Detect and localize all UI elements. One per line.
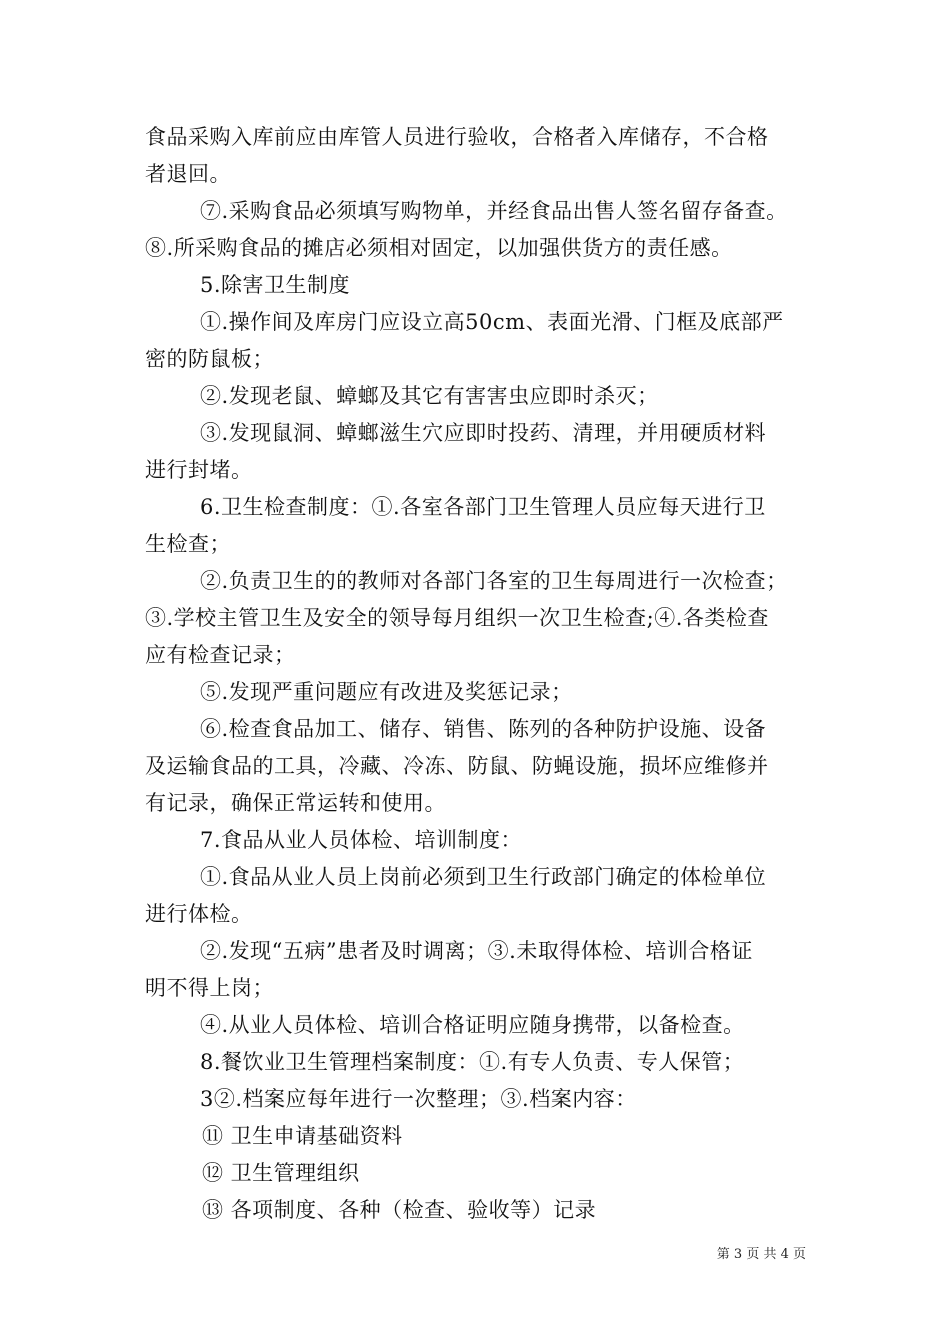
text-line: ⑥.检查食品加工、储存、销售、陈列的各种防护设施、设备 — [200, 717, 767, 741]
text-line: 进行封堵。 — [145, 458, 253, 482]
page-number: 第 3 页 共 4 页 — [716, 1247, 806, 1262]
text-line: 者退回。 — [145, 162, 231, 186]
text-line: ⑤.发现严重问题应有改进及奖惩记录； — [200, 680, 573, 704]
text-line: ①.操作间及库房门应设立高50cm、表面光滑、门框及底部严 — [200, 310, 784, 334]
text-line: 密的防鼠板； — [145, 347, 274, 371]
text-line: 3②.档案应每年进行一次整理；③.档案内容： — [200, 1087, 637, 1111]
list-item: ⑬ 各项制度、各种（检查、验收等）记录 — [202, 1198, 597, 1222]
text-line: 明不得上岗； — [145, 976, 274, 1000]
text-line: ③.发现鼠洞、蟑螂滋生穴应即时投药、清理，并用硬质材料 — [200, 421, 767, 445]
text-line: 进行体检。 — [145, 902, 253, 926]
text-line: ④.从业人员体检、培训合格证明应随身携带，以备检查。 — [200, 1013, 745, 1037]
text-line: ②.发现老鼠、蟑螂及其它有害害虫应即时杀灭； — [200, 384, 659, 408]
text-line: ③.学校主管卫生及安全的领导每月组织一次卫生检查;④.各类检查 — [145, 606, 769, 630]
text-line: 有记录，确保正常运转和使用。 — [145, 791, 446, 815]
text-line: 及运输食品的工具，冷藏、冷冻、防鼠、防蝇设施，损坏应维修并 — [145, 754, 769, 778]
text-line: ⑧.所采购食品的摊店必须相对固定，以加强供货方的责任感。 — [145, 236, 733, 260]
text-line: ②.负责卫生的的教师对各部门各室的卫生每周进行一次检查； — [200, 569, 788, 593]
text-line: 应有检查记录； — [145, 643, 296, 667]
list-item: ⑫ 卫生管理组织 — [202, 1161, 360, 1185]
section-heading: 7.食品从业人员体检、培训制度： — [200, 828, 523, 852]
text-line: ⑦.采购食品必须填写购物单，并经食品出售人签名留存备查。 — [200, 199, 788, 223]
text-line: 食品采购入库前应由库管人员进行验收，合格者入库储存，不合格 — [145, 125, 769, 149]
text-line: ②.发现“五病”患者及时调离；③.未取得体检、培训合格证 — [200, 939, 753, 963]
section-heading: 5.除害卫生制度 — [200, 273, 351, 297]
section-heading: 8.餐饮业卫生管理档案制度：①.有专人负责、专人保管； — [200, 1050, 745, 1074]
text-line: 生检查； — [145, 532, 231, 556]
text-line: ①.食品从业人员上岗前必须到卫生行政部门确定的体检单位 — [200, 865, 767, 889]
list-item: ⑪ 卫生申请基础资料 — [202, 1124, 403, 1148]
section-heading: 6.卫生检查制度：①.各室各部门卫生管理人员应每天进行卫 — [200, 495, 766, 519]
